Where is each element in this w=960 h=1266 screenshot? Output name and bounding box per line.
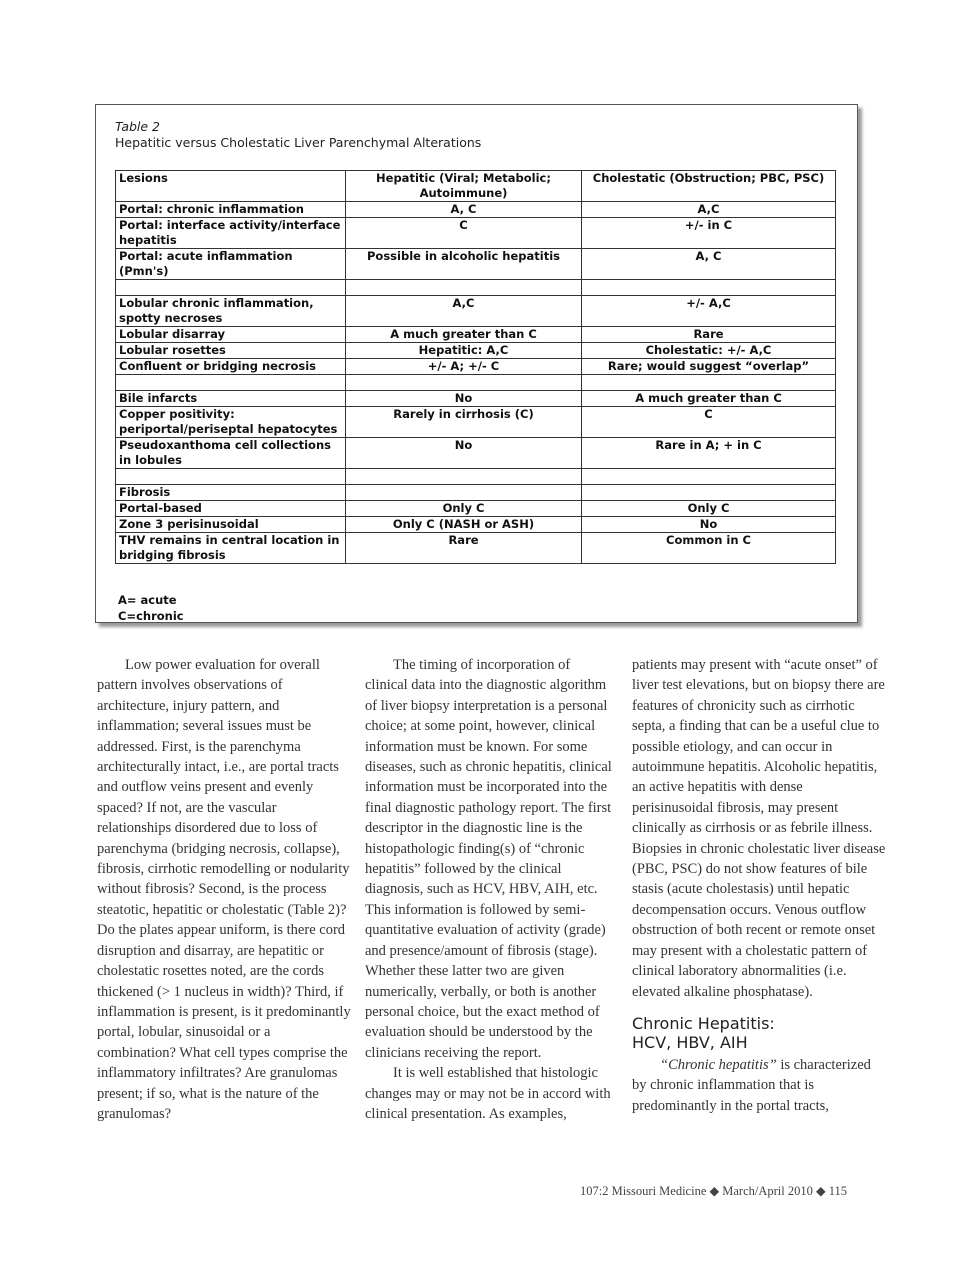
- lesions-table: [115, 170, 836, 564]
- paragraph: patients may present with “acute onset” of liver test elevations, but on biopsy there are features of chronicity such as cirrhotic septa, a finding that can be a useful clue to possible etiology, and can occur in autoimmune hepatitis. Alcoholic hepatitis, an active hepatitis with dense perisinusoidal fibrosis, may present clinically as cirrhosis or as febrile illness. Biopsies in chronic cholestatic liver disease (PBC, PSC) do not show features of bile stasis (acute cholestasis) until hepatic decompensation occurs. Venous outflow obstruction of both recent or remote onset may present with a cholestatic pattern of clinical laboratory abnormalities (i.e. elevated alkaline phosphatase).: [632, 657, 886, 1000]
- cholestatic-cell: Only C: [582, 501, 836, 517]
- cholestatic-cell: [582, 469, 836, 485]
- table-row: [116, 280, 836, 296]
- table-figure: [95, 104, 858, 623]
- cholestatic-cell: Rare in A; + in C: [582, 438, 836, 469]
- table-row: [116, 218, 836, 249]
- table-row: [116, 359, 836, 375]
- lesion-cell: Portal: chronic inflammation: [116, 202, 346, 218]
- hepatitic-cell: [346, 485, 582, 501]
- paragraph-text: is characterized by chronic inflammation that is predominantly in the portal tracts,: [632, 1056, 871, 1114]
- lesion-cell: Pseudoxanthoma cell collections in lobules: [116, 438, 346, 469]
- lesion-cell: Lobular disarray: [116, 327, 346, 343]
- lesion-cell: [116, 280, 346, 296]
- hepatitic-cell: A, C: [346, 202, 582, 218]
- lesion-cell: Bile infarcts: [116, 391, 346, 407]
- header-hepatitic: Hepatitic (Viral; Metabolic; Autoimmune): [346, 171, 582, 202]
- paragraph: Low power evaluation for overall pattern involves observations of architecture, injury pattern, and inflammation; several issues must be addressed. First, is the parenchyma architecturally intact, i.e., are portal tracts and outflow veins present and evenly spaced? If not, are the vascular relationships disordered due to loss of parenchyma (bridging necrosis, collapse), fibrosis, cirrhotic remodelling or nodularity without fibrosis? Second, is the process steatotic, hepatitic or cholestatic (Table 2)? Do the plates appear uniform, is there cord disruption and disarray, are hepatitic or cholestatic rosettes noted, are the cords thickened (> 1 nucleus in width)? Third, if inflammation is present, is it predominantly portal, lobular, sinusoidal or a combination? What cell types comprise the inflammatory infiltrates? Are granulomas present; if so, what is the nature of the granulomas?: [97, 657, 351, 1122]
- header-cholestatic: Cholestatic (Obstruction; PBC, PSC): [582, 171, 836, 202]
- hepatitic-cell: A much greater than C: [346, 327, 582, 343]
- table-row: [116, 533, 836, 564]
- cholestatic-cell: Common in C: [582, 533, 836, 564]
- text-column-1: [97, 655, 351, 1124]
- cholestatic-cell: +/- A,C: [582, 296, 836, 327]
- cholestatic-cell: Rare; would suggest “overlap”: [582, 359, 836, 375]
- lesion-cell: Zone 3 perisinusoidal: [116, 517, 346, 533]
- table-row: [116, 438, 836, 469]
- hepatitic-cell: [346, 280, 582, 296]
- hepatitic-cell: No: [346, 391, 582, 407]
- legend-acute: A= acute: [118, 593, 177, 607]
- lesion-cell: Fibrosis: [116, 485, 346, 501]
- cholestatic-cell: A much greater than C: [582, 391, 836, 407]
- text-column-2: [365, 655, 615, 1124]
- cholestatic-cell: [582, 485, 836, 501]
- table-header-row: [116, 171, 836, 202]
- lesion-cell: [116, 375, 346, 391]
- lesion-cell: Lobular chronic inflammation, spotty necroses: [116, 296, 346, 327]
- lesion-cell: Portal-based: [116, 501, 346, 517]
- table-row: [116, 485, 836, 501]
- hepatitic-cell: Possible in alcoholic hepatitis: [346, 249, 582, 280]
- paragraph: [632, 1055, 887, 1116]
- table-row: [116, 327, 836, 343]
- cholestatic-cell: C: [582, 407, 836, 438]
- cholestatic-cell: [582, 375, 836, 391]
- lesion-cell: THV remains in central location in bridging fibrosis: [116, 533, 346, 564]
- hepatitic-cell: +/- A; +/- C: [346, 359, 582, 375]
- lesion-cell: Portal: interface activity/interface hepatitis: [116, 218, 346, 249]
- hepatitic-cell: Rare: [346, 533, 582, 564]
- lesion-cell: Portal: acute inflammation (Pmn's): [116, 249, 346, 280]
- lesion-cell: [116, 469, 346, 485]
- hepatitic-cell: C: [346, 218, 582, 249]
- table-row: [116, 391, 836, 407]
- cholestatic-cell: [582, 280, 836, 296]
- table-row: [116, 202, 836, 218]
- hepatitic-cell: [346, 469, 582, 485]
- table-row: [116, 249, 836, 280]
- cholestatic-cell: +/- in C: [582, 218, 836, 249]
- table-row: [116, 375, 836, 391]
- section-heading: [632, 1014, 887, 1052]
- hepatitic-cell: Only C: [346, 501, 582, 517]
- table-caption: [115, 119, 481, 151]
- page-footer: 107:2 Missouri Medicine ◆ March/April 2010 ◆ 115: [580, 1184, 847, 1198]
- paragraph: It is well established that histologic changes may or may not be in accord with clinical presentation. As examples,: [365, 1065, 611, 1122]
- text-column-3: [632, 655, 887, 1116]
- paragraph: The timing of incorporation of clinical data into the diagnostic algorithm of liver biopsy interpretation is a personal choice; at some point, however, clinical information must be known. For some diseases, such as chronic hepatitis, clinical information must be incorporated into the final diagnostic pathology report. The first descriptor in the diagnostic line is the histopathologic finding(s) of “chronic hepatitis” followed by the clinical diagnosis, such as HCV, HBV, AIH, etc. This information is followed by semi-quantitative evaluation of activity (grade) and presence/amount of fibrosis (stage). Whether these latter two are given numerically, verbally, or both is another personal choice, but the exact method of evaluation should be understood by the clinicians receiving the report.: [365, 657, 612, 1061]
- hepatitic-cell: [346, 375, 582, 391]
- table-label: Table 2: [115, 119, 161, 134]
- lesion-cell: Confluent or bridging necrosis: [116, 359, 346, 375]
- cholestatic-cell: No: [582, 517, 836, 533]
- cholestatic-cell: A,C: [582, 202, 836, 218]
- cholestatic-cell: A, C: [582, 249, 836, 280]
- lesion-cell: Copper positivity: periportal/periseptal hepatocytes: [116, 407, 346, 438]
- table-row: [116, 296, 836, 327]
- table-row: [116, 517, 836, 533]
- hepatitic-cell: Rarely in cirrhosis (C): [346, 407, 582, 438]
- italic-term: “Chronic hepatitis”: [660, 1056, 777, 1073]
- hepatitic-cell: Hepatitic: A,C: [346, 343, 582, 359]
- table-row: [116, 501, 836, 517]
- table-row: [116, 469, 836, 485]
- cholestatic-cell: Rare: [582, 327, 836, 343]
- hepatitic-cell: No: [346, 438, 582, 469]
- hepatitic-cell: Only C (NASH or ASH): [346, 517, 582, 533]
- cholestatic-cell: Cholestatic: +/- A,C: [582, 343, 836, 359]
- table-row: [116, 407, 836, 438]
- header-lesions: Lesions: [116, 171, 346, 202]
- table-title: Hepatitic versus Cholestatic Liver Parenchymal Alterations: [115, 135, 482, 150]
- table-legend: [118, 592, 184, 624]
- section-heading-line-1: Chronic Hepatitis:: [632, 1013, 775, 1033]
- legend-chronic: C=chronic: [118, 609, 184, 623]
- hepatitic-cell: A,C: [346, 296, 582, 327]
- lesion-cell: Lobular rosettes: [116, 343, 346, 359]
- section-heading-line-2: HCV, HBV, AIH: [632, 1032, 748, 1052]
- table-row: [116, 343, 836, 359]
